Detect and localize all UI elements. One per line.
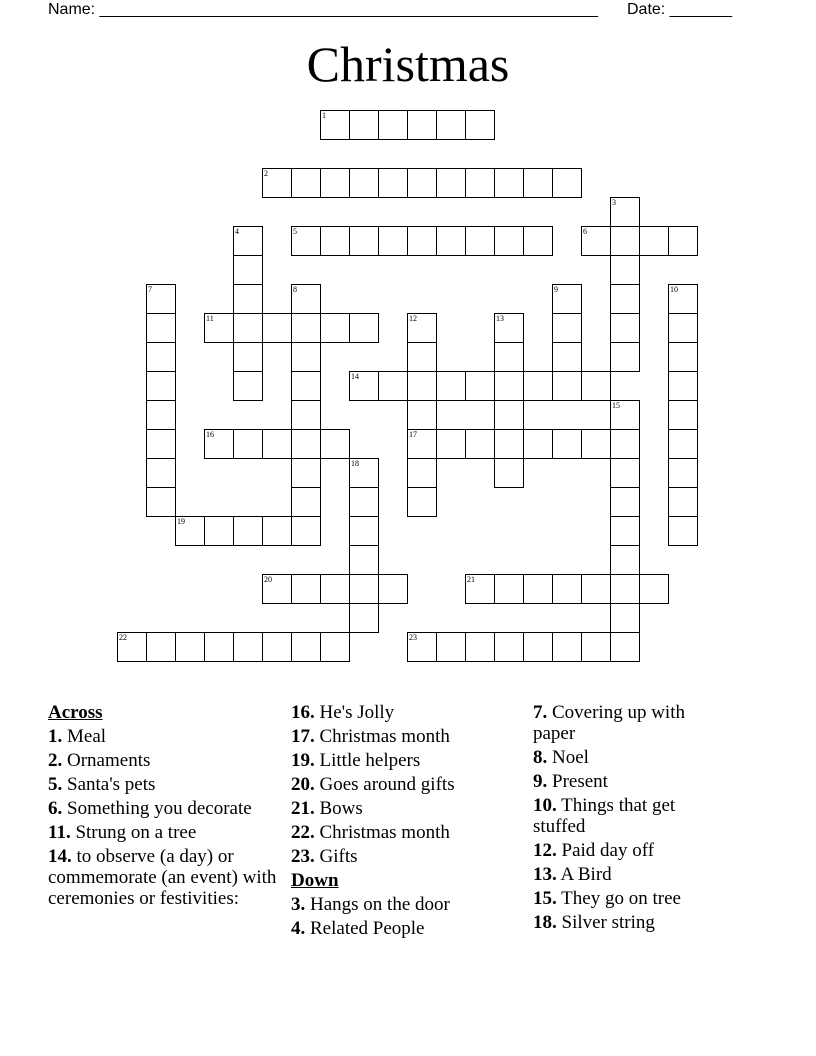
grid-cell[interactable] [494,168,524,198]
grid-cell[interactable] [668,342,698,372]
grid-cell[interactable] [494,458,524,488]
cell-number: 10 [670,285,678,294]
grid-cell[interactable] [581,632,611,662]
grid-cell[interactable] [610,400,640,430]
clue-down: 15. They go on tree [533,888,681,909]
grid-cell[interactable] [175,632,205,662]
grid-cell[interactable] [407,487,437,517]
grid-cell[interactable] [146,342,176,372]
grid-cell[interactable] [581,371,611,401]
grid-cell[interactable] [465,110,495,140]
cell-number: 18 [351,459,359,468]
grid-cell[interactable] [378,226,408,256]
grid-cell[interactable] [146,284,176,314]
grid-cell[interactable] [146,458,176,488]
grid-cell[interactable] [610,458,640,488]
grid-cell[interactable] [233,632,263,662]
grid-cell[interactable] [349,226,379,256]
grid-cell[interactable] [175,516,205,546]
grid-cell[interactable] [407,342,437,372]
grid-cell[interactable] [668,516,698,546]
grid-cell[interactable] [407,429,437,459]
page-title: Christmas [306,36,510,92]
grid-cell[interactable] [436,110,466,140]
clue-across: 5. Santa's pets [48,774,156,795]
grid-cell[interactable] [581,574,611,604]
clue-down: 4. Related People [291,918,425,939]
grid-cell[interactable] [465,632,495,662]
grid-cell[interactable] [291,313,321,343]
grid-cell[interactable] [349,516,379,546]
grid-cell[interactable] [349,371,379,401]
cell-number: 13 [496,314,504,323]
name-field[interactable]: Name: ________________________________________________________ [48,1,598,18]
grid-cell[interactable] [291,429,321,459]
grid-cell[interactable] [494,574,524,604]
clue-down: 18. Silver string [533,912,655,933]
grid-cell[interactable] [610,487,640,517]
clue-across: 20. Goes around gifts [291,774,455,795]
grid-cell[interactable] [494,226,524,256]
grid-cell[interactable] [291,226,321,256]
grid-cell[interactable] [552,429,582,459]
grid-cell[interactable] [146,400,176,430]
cell-number: 11 [206,314,214,323]
grid-cell[interactable] [233,313,263,343]
grid-cell[interactable] [146,371,176,401]
grid-cell[interactable] [146,487,176,517]
grid-cell[interactable] [494,342,524,372]
cell-number: 20 [264,575,272,584]
grid-cell[interactable] [407,371,437,401]
clue-down: 10. Things that get stuffed [533,795,676,837]
cell-number: 21 [467,575,475,584]
clue-across: 1. Meal [48,726,107,747]
grid-cell[interactable] [320,110,350,140]
clue-down: 9. Present [533,771,608,792]
grid-cell[interactable] [378,574,408,604]
grid-cell[interactable] [465,226,495,256]
clue-across: 22. Christmas month [291,822,450,843]
grid-cell[interactable] [204,313,234,343]
clue-across: 17. Christmas month [291,726,450,747]
grid-cell[interactable] [668,458,698,488]
grid-cell[interactable] [233,429,263,459]
grid-cell[interactable] [320,226,350,256]
grid-cell[interactable] [523,632,553,662]
grid-cell[interactable] [291,168,321,198]
grid-cell[interactable] [465,429,495,459]
clue-down: 7. Covering up with paper [533,702,685,744]
grid-cell[interactable] [291,342,321,372]
grid-cell[interactable] [523,226,553,256]
grid-cell[interactable] [233,255,263,285]
clue-down: 3. Hangs on the door [291,894,450,915]
grid-cell[interactable] [436,168,466,198]
grid-cell[interactable] [523,574,553,604]
cell-number: 23 [409,633,417,642]
grid-cell[interactable] [146,632,176,662]
grid-cell[interactable] [117,632,147,662]
grid-cell[interactable] [552,574,582,604]
grid-cell[interactable] [668,313,698,343]
grid-cell[interactable] [639,226,669,256]
grid-cell[interactable] [204,429,234,459]
grid-cell[interactable] [349,168,379,198]
grid-cell[interactable] [407,168,437,198]
clue-down: 13. A Bird [533,864,612,885]
cell-number: 22 [119,633,127,642]
grid-cell[interactable] [233,342,263,372]
grid-cell[interactable] [204,632,234,662]
grid-cell[interactable] [523,168,553,198]
grid-cell[interactable] [523,371,553,401]
grid-cell[interactable] [668,284,698,314]
grid-cell[interactable] [349,487,379,517]
cell-number: 15 [612,401,620,410]
cell-number: 5 [293,227,297,236]
grid-cell[interactable] [407,110,437,140]
grid-cell[interactable] [407,313,437,343]
grid-cell[interactable] [494,400,524,430]
grid-cell[interactable] [610,516,640,546]
grid-cell[interactable] [610,603,640,633]
grid-cell[interactable] [291,487,321,517]
grid-cell[interactable] [233,371,263,401]
cell-number: 7 [148,285,152,294]
cell-number: 19 [177,517,185,526]
grid-cell[interactable] [465,371,495,401]
cell-number: 12 [409,314,417,323]
grid-cell[interactable] [610,632,640,662]
clue-across: 2. Ornaments [48,750,151,771]
grid-cell[interactable] [262,313,292,343]
clue-across: 16. He's Jolly [291,702,395,723]
grid-cell[interactable] [552,632,582,662]
grid-cell[interactable] [233,226,263,256]
grid-cell[interactable] [494,313,524,343]
grid-cell[interactable] [291,458,321,488]
cell-number: 6 [583,227,587,236]
grid-cell[interactable] [610,284,640,314]
grid-cell[interactable] [349,110,379,140]
grid-cell[interactable] [349,545,379,575]
grid-cell[interactable] [291,284,321,314]
grid-cell[interactable] [552,168,582,198]
clue-down: 12. Paid day off [533,840,655,861]
grid-cell[interactable] [291,574,321,604]
grid-cell[interactable] [262,516,292,546]
grid-cell[interactable] [436,632,466,662]
grid-cell[interactable] [146,429,176,459]
grid-cell[interactable] [320,632,350,662]
clue-across: 23. Gifts [291,846,358,867]
grid-cell[interactable] [262,168,292,198]
grid-cell[interactable] [262,429,292,459]
grid-cell[interactable] [668,487,698,517]
grid-cell[interactable] [668,429,698,459]
cell-number: 8 [293,285,297,294]
grid-cell[interactable] [610,574,640,604]
clues-column-1 [48,702,280,912]
grid-cell[interactable] [610,545,640,575]
clue-across: 6. Something you decorate [48,798,252,819]
grid-cell[interactable] [407,458,437,488]
cell-number: 1 [322,111,326,120]
grid-cell[interactable] [465,574,495,604]
clue-down: 8. Noel [533,747,589,768]
date-field[interactable]: Date: _______ [627,1,732,18]
grid-cell[interactable] [523,429,553,459]
grid-cell[interactable] [668,371,698,401]
grid-cell[interactable] [581,429,611,459]
cell-number: 2 [264,169,268,178]
grid-cell[interactable] [436,226,466,256]
grid-cell[interactable] [610,342,640,372]
grid-cell[interactable] [494,371,524,401]
grid-cell[interactable] [378,168,408,198]
grid-cell[interactable] [552,371,582,401]
grid-cell[interactable] [436,371,466,401]
grid-cell[interactable] [349,603,379,633]
cell-number: 16 [206,430,214,439]
grid-cell[interactable] [639,574,669,604]
grid-cell[interactable] [465,168,495,198]
grid-cell[interactable] [349,574,379,604]
grid-cell[interactable] [552,313,582,343]
grid-cell[interactable] [378,110,408,140]
grid-cell[interactable] [494,429,524,459]
grid-cell[interactable] [320,313,350,343]
grid-cell[interactable] [610,226,640,256]
grid-cell[interactable] [291,400,321,430]
grid-cell[interactable] [233,284,263,314]
grid-cell[interactable] [291,516,321,546]
grid-cell[interactable] [552,284,582,314]
cell-number: 9 [554,285,558,294]
grid-cell[interactable] [204,516,234,546]
grid-cell[interactable] [610,313,640,343]
grid-cell[interactable] [320,574,350,604]
grid-cell[interactable] [610,429,640,459]
grid-cell[interactable] [146,313,176,343]
grid-cell[interactable] [262,574,292,604]
grid-cell[interactable] [320,429,350,459]
grid-cell[interactable] [407,400,437,430]
clues-column-2 [291,702,523,942]
grid-cell[interactable] [436,429,466,459]
clue-across: 14. to observe (a day) or commemorate (an event) with ceremonies or festivities: [48,846,277,909]
clue-across: 21. Bows [291,798,363,819]
clue-across: 11. Strung on a tree [48,822,197,843]
clue-across: 19. Little helpers [291,750,421,771]
grid-cell[interactable] [552,342,582,372]
cell-number: 14 [351,372,359,381]
grid-cell[interactable] [291,371,321,401]
grid-cell[interactable] [262,632,292,662]
grid-cell[interactable] [407,632,437,662]
cell-number: 3 [612,198,616,207]
cell-number: 17 [409,430,417,439]
grid-cell[interactable] [407,226,437,256]
grid-cell[interactable] [668,226,698,256]
grid-cell[interactable] [349,313,379,343]
grid-cell[interactable] [494,632,524,662]
down-heading: Down [291,870,339,891]
cell-number: 4 [235,227,239,236]
clues-column-3 [533,702,723,936]
grid-cell[interactable] [349,458,379,488]
grid-cell[interactable] [610,197,640,227]
grid-cell[interactable] [378,371,408,401]
grid-cell[interactable] [581,226,611,256]
grid-cell[interactable] [291,632,321,662]
grid-cell[interactable] [668,400,698,430]
grid-cell[interactable] [610,255,640,285]
grid-cell[interactable] [233,516,263,546]
across-heading: Across [48,702,103,723]
grid-cell[interactable] [320,168,350,198]
